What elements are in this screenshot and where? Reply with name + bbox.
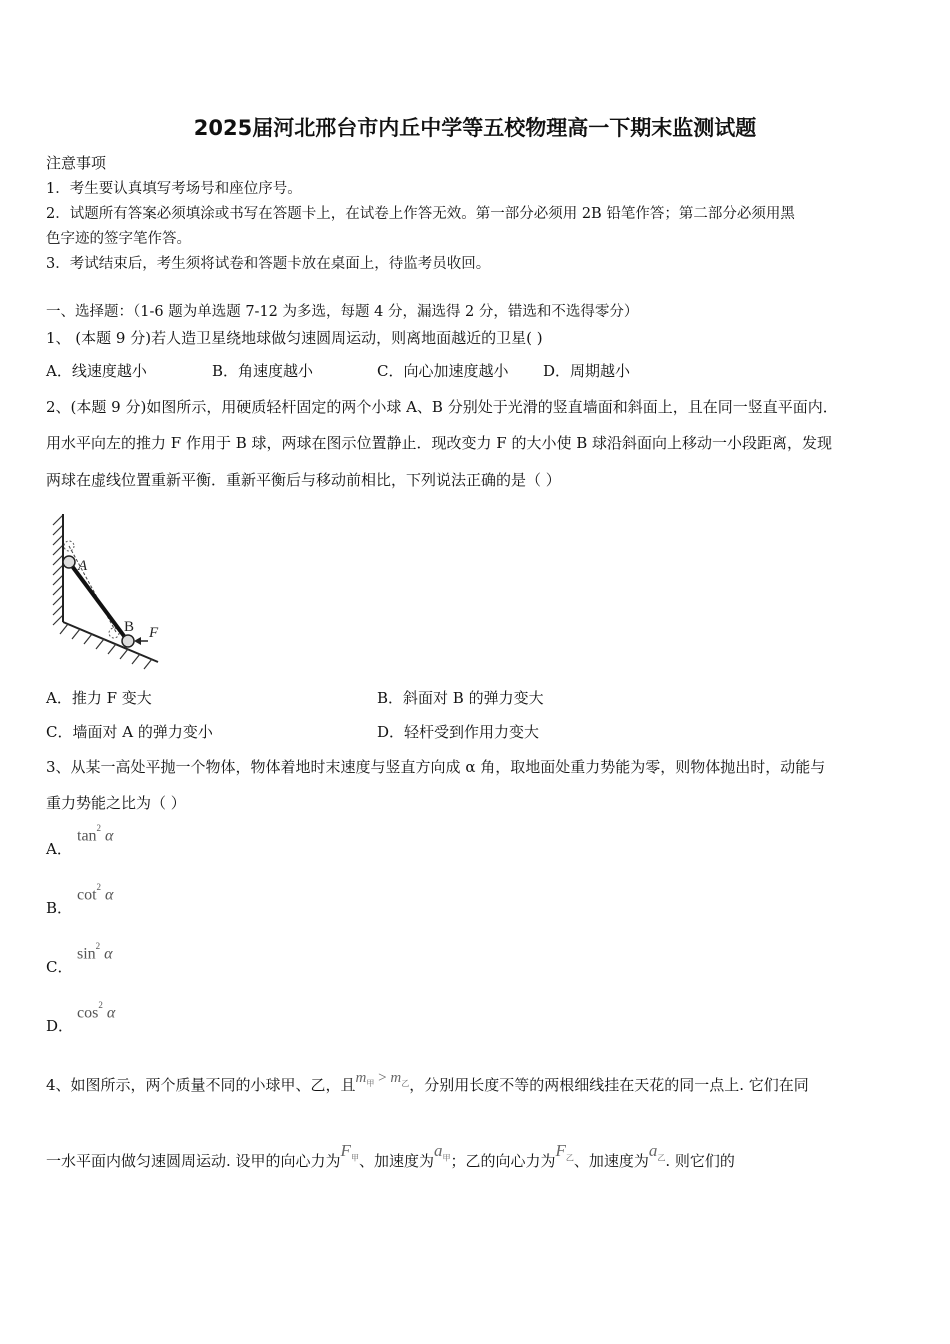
question-2-line: 用水平向左的推力 F 作用于 B 球，两球在图示位置静止．现改变力 F 的大小使 B 球沿斜面向上移动一小段距离，发现 (46, 434, 833, 452)
q2-option-c: C．墙面对 A 的弹力变小 (46, 723, 213, 741)
wall-incline-figure (48, 510, 166, 672)
notice-item: 1．考生要认真填写考场号和座位序号。 (46, 181, 302, 197)
q1-option-c: C．向心加速度越小 (377, 362, 509, 380)
q1-option-d: D．周期越小 (543, 362, 631, 380)
notice-item: 色字迹的签字笔作答。 (46, 231, 191, 247)
question-2-line: 两球在虚线位置重新平衡．重新平衡后与移动前相比，下列说法正确的是（ ） (46, 471, 561, 489)
mass-inequality-formula: $m_甲 > m_乙$ (355, 1070, 410, 1088)
q3-option-a-formula: $\tan^2 \alpha$ (77, 823, 114, 845)
q3-option-a-label: A． (46, 840, 72, 858)
q1-option-a: A．线速度越小 (46, 362, 147, 380)
figure-label-b: B (124, 619, 135, 635)
q3-option-b-label: B． (46, 899, 73, 917)
question-4-line1: 4、如图所示，两个质量不同的小球甲、乙，且$m_甲 > m_乙$，分别用长度不等的两根细线挂在天花的同一点上. 它们在同 (46, 1070, 809, 1094)
question-1-stem: 1、 (本题 9 分)若人造卫星绕地球做匀速圆周运动，则离地面越近的卫星( ) (46, 329, 543, 347)
q3-option-c-label: C． (46, 958, 73, 976)
q3-option-c-formula: $\sin^2 \alpha$ (77, 941, 113, 963)
q3-option-d-formula: $\cos^2 \alpha$ (77, 1000, 116, 1022)
q3-option-d-label: D． (46, 1017, 74, 1035)
notice-item: 2．试题所有答案必须填涂或书写在答题卡上，在试卷上作答无效。第一部分必须用 2B 铅笔作答；第二部分必须用黑 (46, 206, 795, 222)
figure-label-a: A (78, 558, 88, 574)
q2-option-b: B．斜面对 B 的弹力变大 (377, 689, 544, 707)
page-title: 2025届河北邢台市内丘中学等五校物理高一下期末监测试题 (193, 116, 757, 140)
figure-label-f: F (149, 625, 159, 641)
notice-heading: 注意事项 (46, 154, 107, 172)
q2-option-d: D．轻杆受到作用力变大 (377, 723, 540, 741)
question-2-line: 2、(本题 9 分)如图所示，用硬质轻杆固定的两个小球 A、B 分别处于光滑的竖直墙面和斜面上，且在同一竖直平面内． (46, 398, 838, 416)
q1-option-b: B．角速度越小 (212, 362, 314, 380)
section-heading: 一、选择题：（1-6 题为单选题 7-12 为多选，每题 4 分，漏选得 2 分，错选和不选得零分） (46, 304, 639, 320)
question-3-line: 3、从某一高处平抛一个物体，物体着地时末速度与竖直方向成 α 角，取地面处重力势能为零，则物体抛出时，动能与 (46, 758, 826, 776)
notice-item: 3．考试结束后，考生须将试卷和答题卡放在桌面上，待监考员收回。 (46, 256, 491, 272)
question-3-line: 重力势能之比为（ ） (46, 794, 186, 812)
q2-option-a: A．推力 F 变大 (46, 689, 152, 707)
q3-option-b-formula: $\cot^2 \alpha$ (77, 882, 114, 904)
question-4-line2: 一水平面内做匀速圆周运动. 设甲的向心力为$F_甲$、加速度为$a_甲$；乙的向心力为$F_乙$、加速度为$a_乙$. 则它们的 (46, 1141, 735, 1170)
